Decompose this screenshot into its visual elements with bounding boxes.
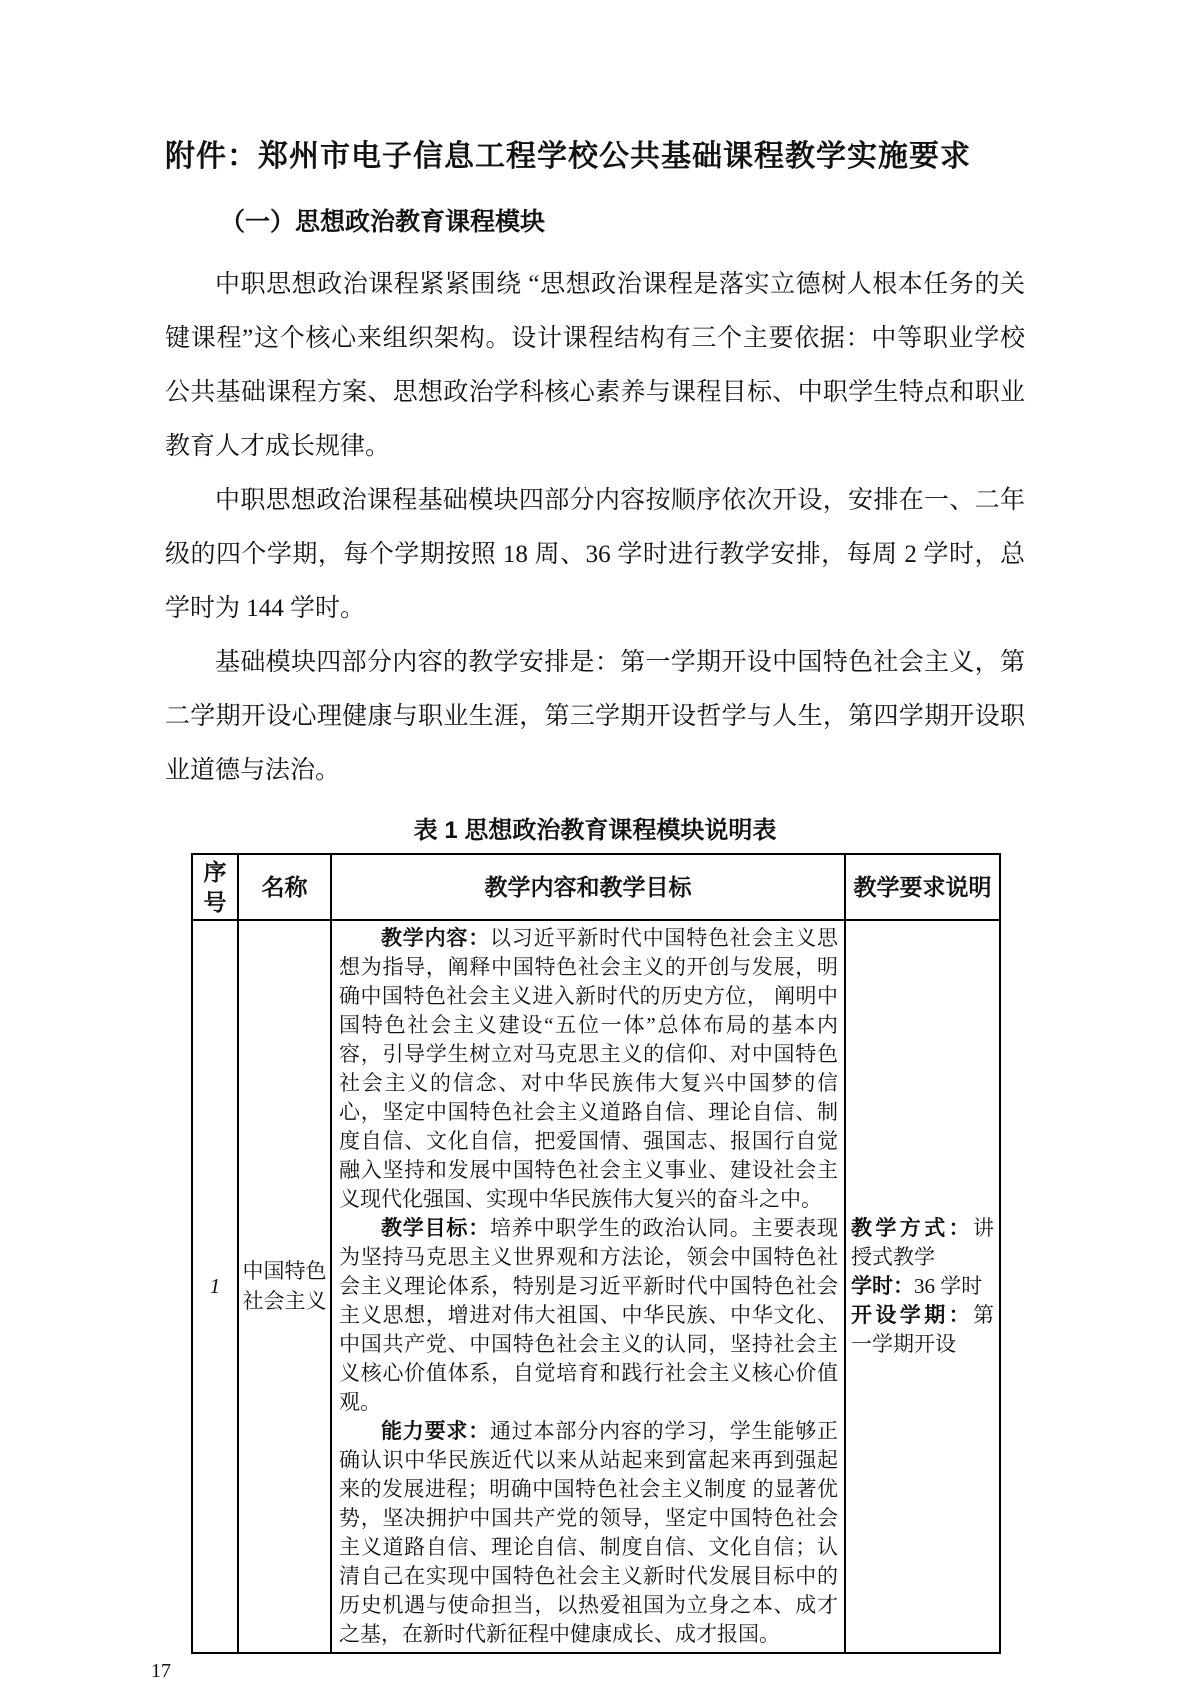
paragraph-intro: 中职思想政治课程紧紧围绕 “思想政治课程是落实立德树人根本任务的关键课程”这个核心来组织架构。设计课程结构有三个主要依据：中等职业学校公共基础课程方案、思想政治学科核心素养与课程目标、中职学生特点和职业教育人才成长规律。 <box>165 270 1025 460</box>
cell-course-name: 中国特色社会主义 <box>238 920 331 1653</box>
table-caption: 表 1 思想政治教育课程模块说明表 <box>413 816 777 844</box>
col-header-name: 名称 <box>238 854 331 920</box>
col-header-index: 序号 <box>192 854 238 920</box>
paragraph-schedule: 中职思想政治课程基础模块四部分内容按顺序依次开设，安排在一、二年级的四个学期，每个学期按照 18 周、36 学时进行教学安排，每周 2 学时，总学时为 144 学时。 <box>165 486 1025 622</box>
teaching-goal-paragraph <box>339 1214 838 1417</box>
page-title: 附件：郑州市电子信息工程学校公共基础课程教学实施要求 <box>165 140 971 173</box>
cell-teaching-content <box>331 920 845 1653</box>
cell-teaching-requirements <box>845 920 1000 1653</box>
teaching-content-text: 以习近平新时代中国特色社会主义思想为指导，阐释中国特色社会主义的开创与发展，明确中国特色社会主义进入新时代的历史方位， 阐明中国特色社会主义建设“五位一体”总体布局的基本内容，引导学生树立对马克思主义的信仰、对中国特色社会主义的信念、对中华民族伟大复兴中国梦的信心，坚定中国特色社会主义道路自信、理论自信、制度自信、文化自信，把爱国情、强国志、报国行自觉融入坚持和发展中国特色社会主义事业、建设社会主义现代化强国、实现中华民族伟大复兴的奋斗之中。 <box>339 925 838 1211</box>
section-heading: （一）思想政治教育课程模块 <box>220 207 546 236</box>
table-header-row <box>192 854 1000 920</box>
ability-requirement-text: 通过本部分内容的学习，学生能够正确认识中华民族近代以来从站起来到富起来再到强起来的发展进程；明确中国特色社会主义制度 的显著优势，坚决拥护中国共产党的领导，坚定中国特色社会主义道路自信、理论自信、制度自信、文化自信；认清自己在实现中国特色社会主义新时代发展目标中的历史机遇与使命担当，以热爱祖国为立身之本、成才之基，在新时代新征程中健康成长、成才报国。 <box>339 1418 838 1646</box>
paragraph-arrangement: 基础模块四部分内容的教学安排是：第一学期开设中国特色社会主义，第二学期开设心理健康与职业生涯，第三学期开设哲学与人生，第四学期开设职业道德与法治。 <box>165 648 1025 784</box>
course-module-table <box>191 853 1001 1654</box>
ability-requirement-label: 能力要求： <box>381 1419 490 1443</box>
teaching-method-label: 教学方式： <box>851 1216 973 1240</box>
col-header-requirements: 教学要求说明 <box>845 854 1000 920</box>
table-row <box>192 920 1000 1653</box>
class-hours-item <box>851 1272 994 1301</box>
teaching-method-text: 讲授式教学 <box>851 1215 994 1269</box>
teaching-goal-label: 教学目标： <box>381 1216 490 1240</box>
semester-item <box>851 1301 994 1359</box>
class-hours-text: 36 学时 <box>914 1273 983 1298</box>
semester-text: 第一学期开设 <box>851 1302 994 1356</box>
cell-row-index: 1 <box>192 920 238 1653</box>
teaching-content-paragraph <box>339 924 838 1214</box>
teaching-content-label: 教学内容： <box>381 926 490 950</box>
page-number: 17 <box>151 1659 171 1682</box>
teaching-goal-text: 培养中职学生的政治认同。主要表现为坚持马克思主义世界观和方法论，领会中国特色社会主义理论体系，特别是习近平新时代中国特色社会主义思想，增进对伟大祖国、中华民族、中华文化、中国共产党、中国特色社会主义的认同，坚持社会主义核心价值体系，自觉培育和践行社会主义核心价值观。 <box>339 1215 838 1414</box>
teaching-method-item <box>851 1214 994 1272</box>
col-header-content: 教学内容和教学目标 <box>331 854 845 920</box>
class-hours-label: 学时： <box>851 1274 914 1298</box>
ability-requirement-paragraph <box>339 1417 838 1649</box>
semester-label: 开设学期： <box>851 1303 973 1327</box>
